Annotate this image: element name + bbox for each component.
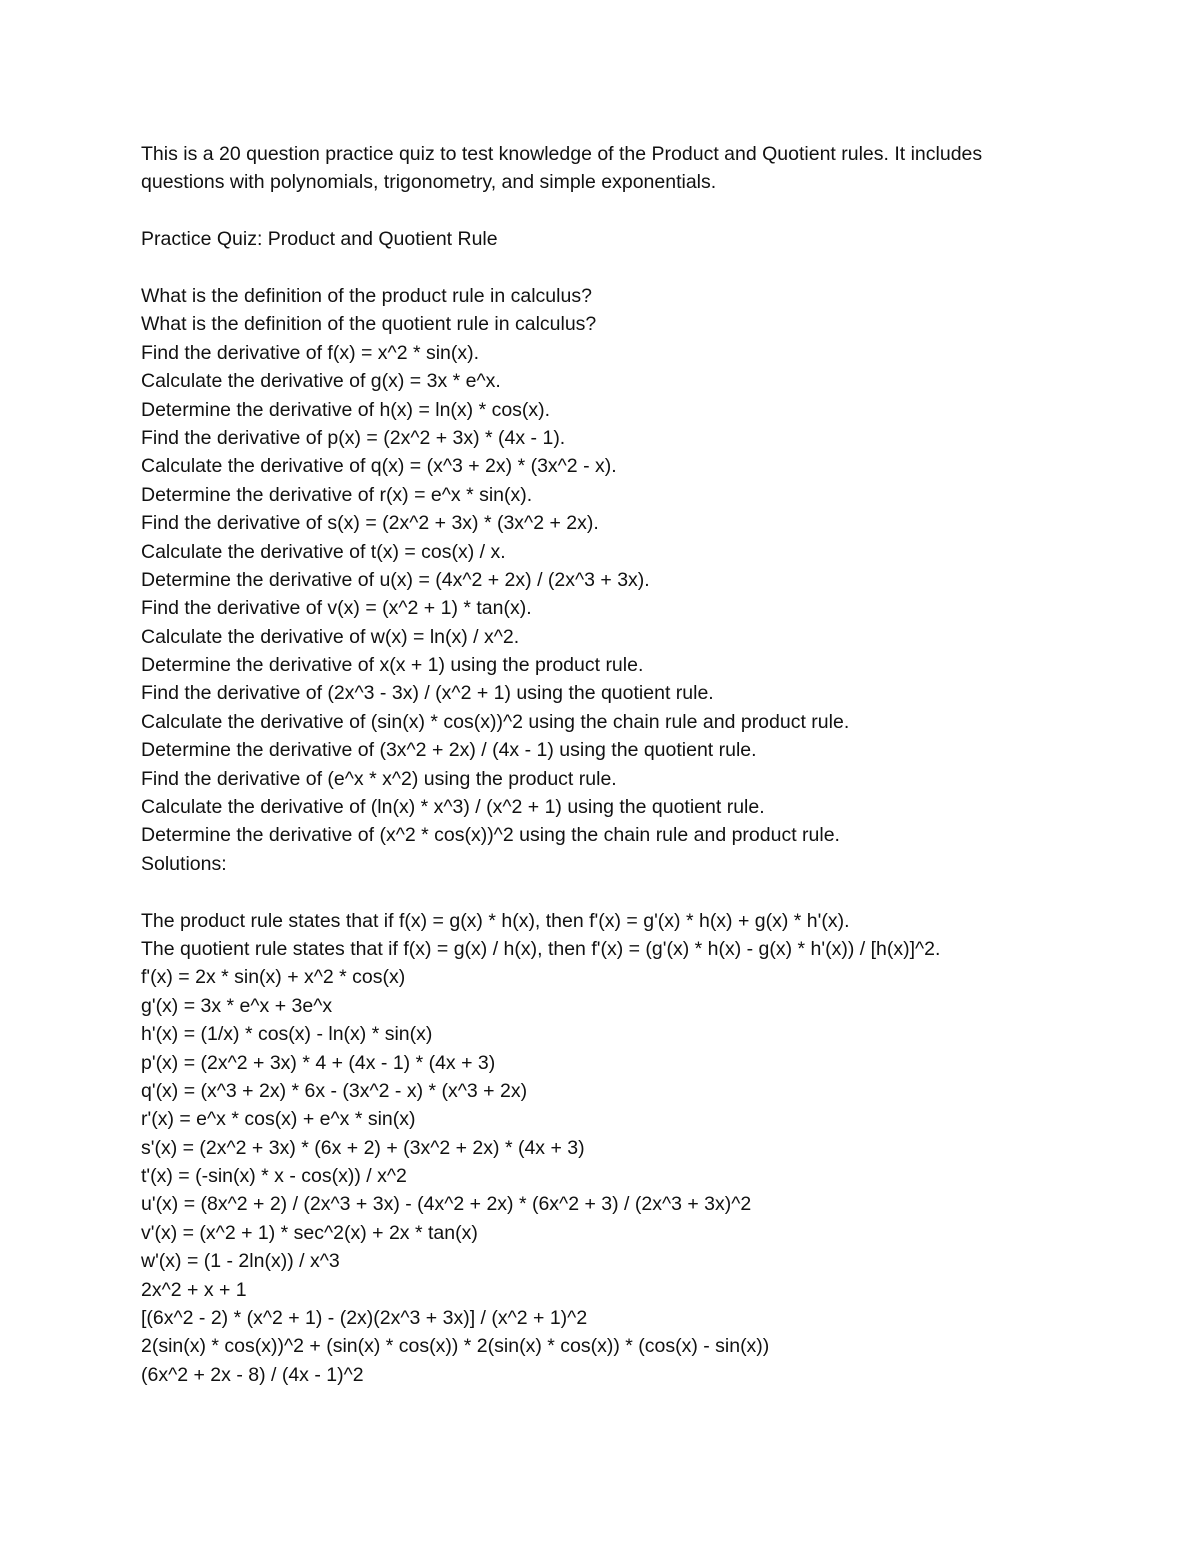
solution-list xyxy=(141,907,1141,1390)
spacer xyxy=(141,878,1141,906)
question-item: What is the definition of the quotient rule in calculus? xyxy=(141,313,597,336)
quiz-title: Practice Quiz: Product and Quotient Rule xyxy=(141,228,498,251)
question-item: Determine the derivative of (3x^2 + 2x) / (4x - 1) using the quotient rule. xyxy=(141,739,757,762)
question-item: Find the derivative of (2x^3 - 3x) / (x^2 + 1) using the quotient rule. xyxy=(141,682,714,705)
question-item: Find the derivative of f(x) = x^2 * sin(x). xyxy=(141,341,480,364)
solution-item: p'(x) = (2x^2 + 3x) * 4 + (4x - 1) * (4x + 3) xyxy=(141,1051,496,1074)
solution-item: [(6x^2 - 2) * (x^2 + 1) - (2x)(2x^3 + 3x)] / (x^2 + 1)^2 xyxy=(141,1307,588,1330)
question-item: What is the definition of the product rule in calculus? xyxy=(141,284,592,307)
solution-item: q'(x) = (x^3 + 2x) * 6x - (3x^2 - x) * (x^3 + 2x) xyxy=(141,1079,528,1102)
question-item: Calculate the derivative of w(x) = ln(x) / x^2. xyxy=(141,625,520,648)
solution-item: The quotient rule states that if f(x) = g(x) / h(x), then f'(x) = (g'(x) * h(x) - g(x) * h'(x)) / [h(x)]^2. xyxy=(141,937,941,960)
solution-item: g'(x) = 3x * e^x + 3e^x xyxy=(141,994,333,1017)
solution-item: h'(x) = (1/x) * cos(x) - ln(x) * sin(x) xyxy=(141,1023,433,1046)
question-item: Determine the derivative of u(x) = (4x^2 + 2x) / (2x^3 + 3x). xyxy=(141,568,650,591)
question-item: Determine the derivative of h(x) = ln(x) * cos(x). xyxy=(141,398,551,421)
solution-item: 2x^2 + x + 1 xyxy=(141,1278,247,1301)
solution-item: 2(sin(x) * cos(x))^2 + (sin(x) * cos(x)) * 2(sin(x) * cos(x)) * (cos(x) - sin(x)) xyxy=(141,1335,770,1358)
question-item: Calculate the derivative of (sin(x) * cos(x))^2 using the chain rule and product rule. xyxy=(141,710,850,733)
question-item: Calculate the derivative of q(x) = (x^3 + 2x) * (3x^2 - x). xyxy=(141,455,617,478)
question-item: Find the derivative of s(x) = (2x^2 + 3x) * (3x^2 + 2x). xyxy=(141,512,599,535)
solution-item: (6x^2 + 2x - 8) / (4x - 1)^2 xyxy=(141,1363,364,1386)
question-item: Find the derivative of v(x) = (x^2 + 1) * tan(x). xyxy=(141,597,532,620)
document-body xyxy=(141,140,1141,1389)
solution-item: The product rule states that if f(x) = g(x) * h(x), then f'(x) = g'(x) * h(x) + g(x) * h'(x). xyxy=(141,909,850,932)
question-item: Calculate the derivative of (ln(x) * x^3) / (x^2 + 1) using the quotient rule. xyxy=(141,796,765,819)
solution-item: r'(x) = e^x * cos(x) + e^x * sin(x) xyxy=(141,1108,416,1131)
question-item: Determine the derivative of x(x + 1) using the product rule. xyxy=(141,654,644,677)
solution-item: s'(x) = (2x^2 + 3x) * (6x + 2) + (3x^2 + 2x) * (4x + 3) xyxy=(141,1136,585,1159)
question-item: Find the derivative of (e^x * x^2) using the product rule. xyxy=(141,767,617,790)
spacer xyxy=(141,197,1141,225)
intro-paragraph: This is a 20 question practice quiz to test knowledge of the Product and Quotient rules. It includes questions with polynomials, trigonometry, and simple exponentials. xyxy=(141,143,983,194)
question-item: Find the derivative of p(x) = (2x^2 + 3x) * (4x - 1). xyxy=(141,426,566,449)
solutions-heading: Solutions: xyxy=(141,852,227,875)
spacer xyxy=(141,254,1141,282)
question-item: Calculate the derivative of g(x) = 3x * e^x. xyxy=(141,370,501,393)
question-item: Determine the derivative of (x^2 * cos(x))^2 using the chain rule and product rule. xyxy=(141,824,840,847)
solution-item: u'(x) = (8x^2 + 2) / (2x^3 + 3x) - (4x^2 + 2x) * (6x^2 + 3) / (2x^3 + 3x)^2 xyxy=(141,1193,752,1216)
solution-item: v'(x) = (x^2 + 1) * sec^2(x) + 2x * tan(x) xyxy=(141,1221,478,1244)
question-item: Determine the derivative of r(x) = e^x * sin(x). xyxy=(141,483,533,506)
question-item: Calculate the derivative of t(x) = cos(x) / x. xyxy=(141,540,506,563)
solution-item: f'(x) = 2x * sin(x) + x^2 * cos(x) xyxy=(141,966,406,989)
question-list xyxy=(141,282,1141,850)
solution-item: t'(x) = (-sin(x) * x - cos(x)) / x^2 xyxy=(141,1165,407,1188)
solution-item: w'(x) = (1 - 2ln(x)) / x^3 xyxy=(141,1250,340,1273)
